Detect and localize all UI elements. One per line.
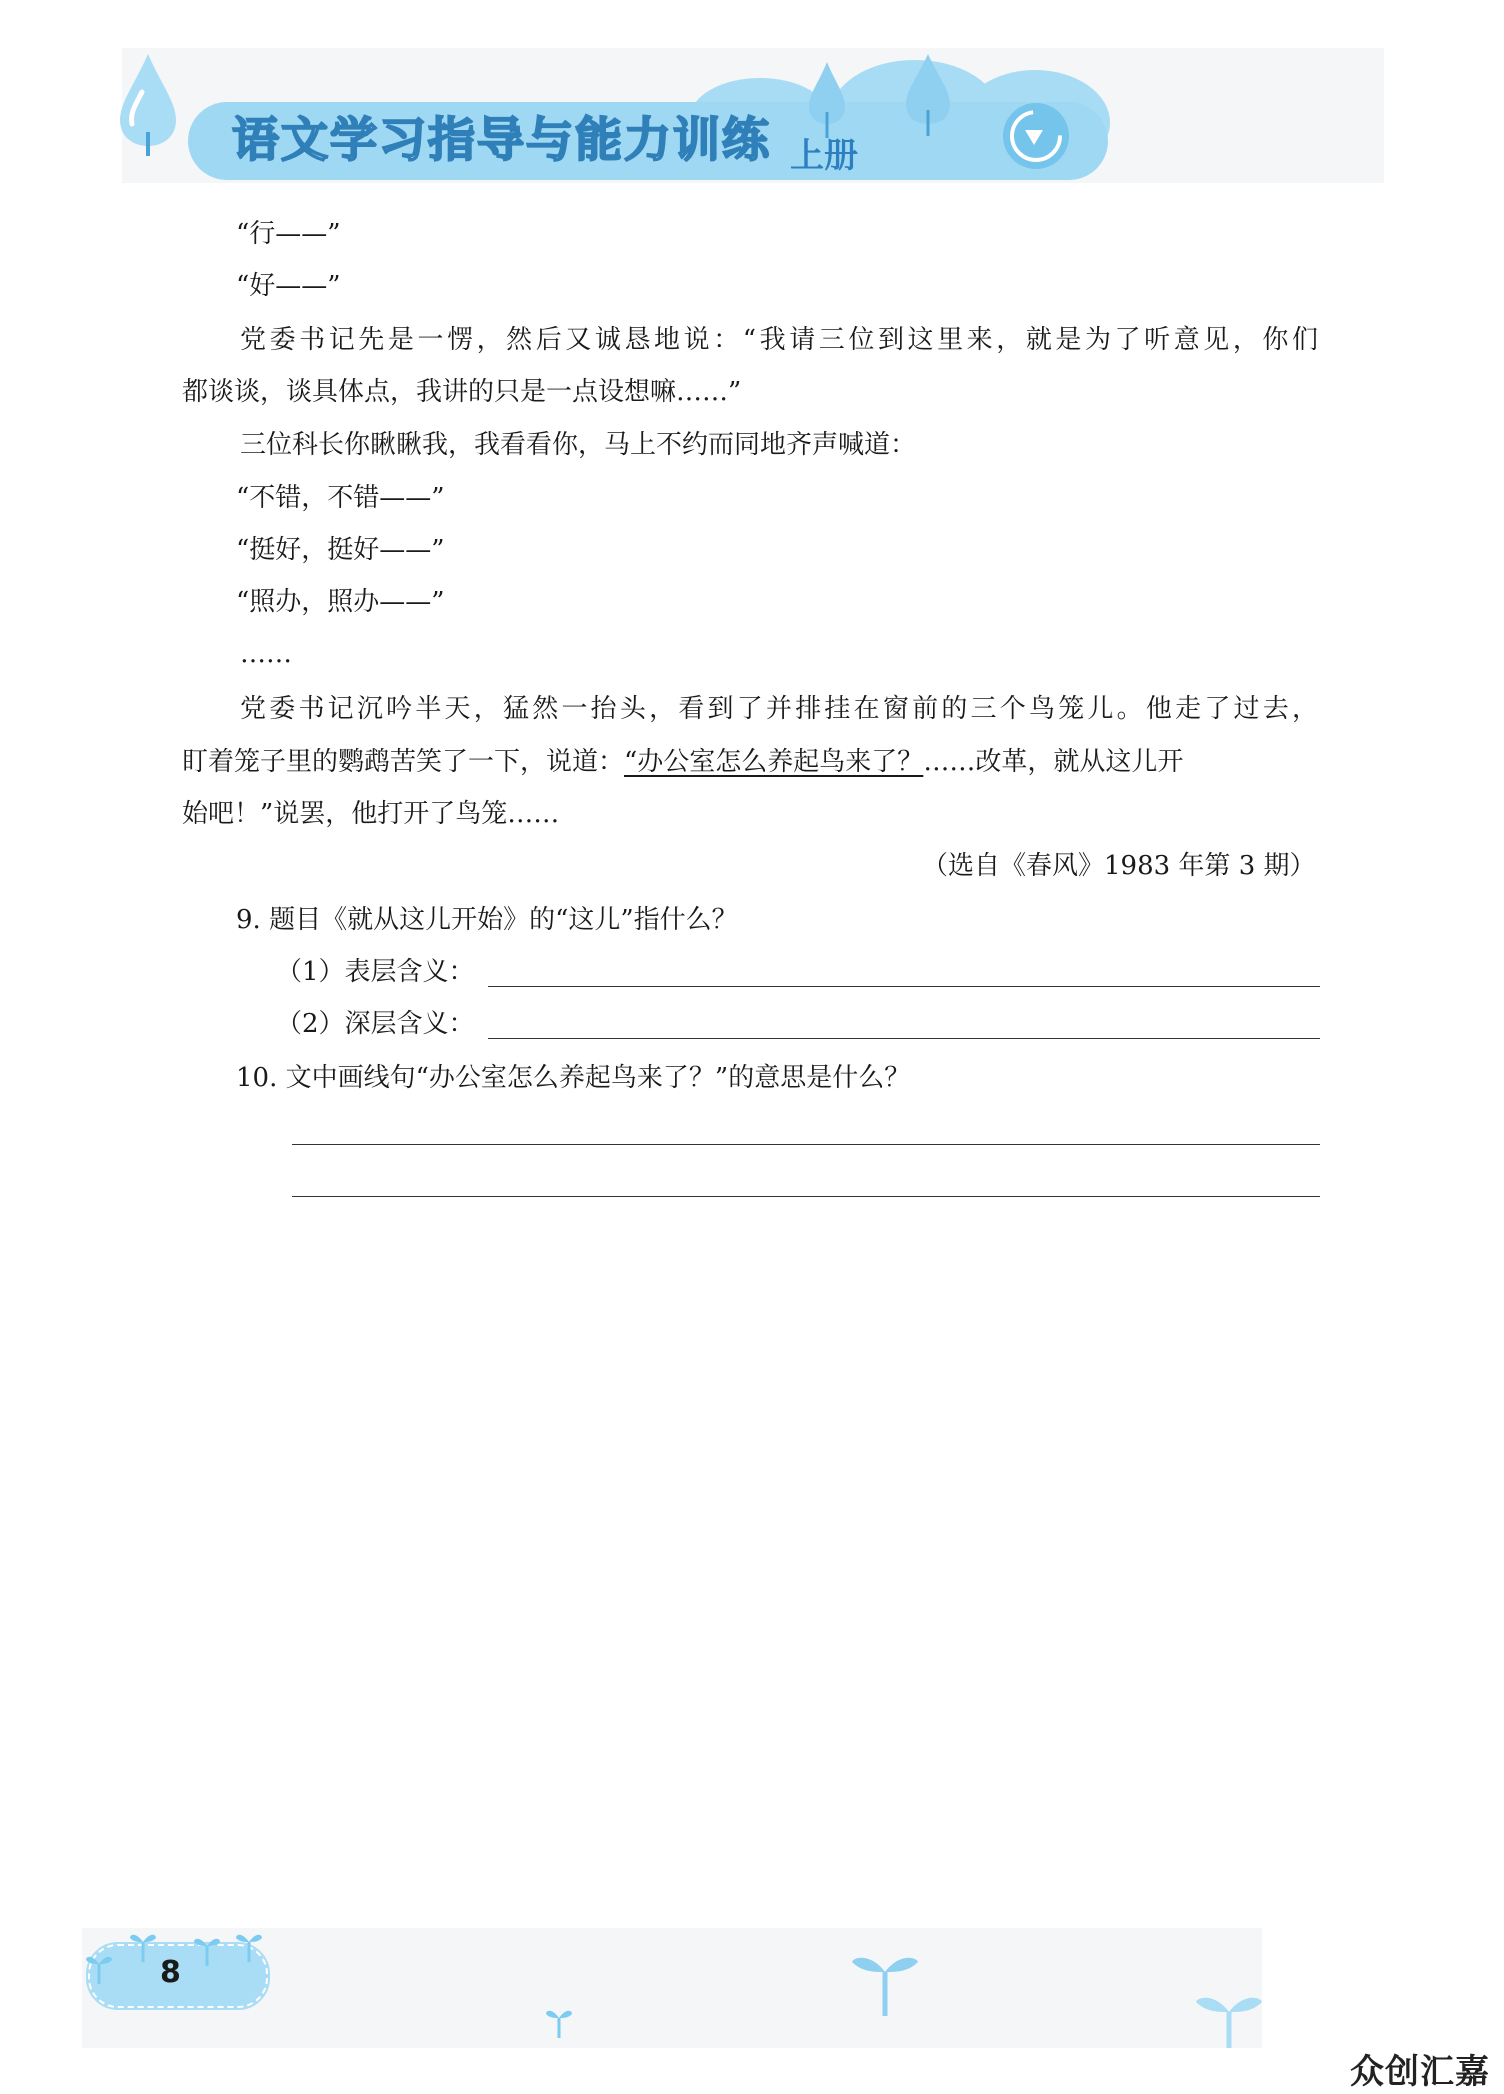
watermark: 众创汇嘉 <box>1350 2052 1490 2092</box>
sprout-icon <box>128 1928 158 1962</box>
story-line: 始吧！”说罢，他打开了鸟笼…… <box>182 799 560 829</box>
water-drop-icon <box>116 52 180 156</box>
sprout-icon <box>192 1932 222 1966</box>
question-9-part-2-label: （2）深层含义： <box>276 1009 475 1039</box>
story-line: 党委书记沉吟半天，猛然一抬头，看到了并排挂在窗前的三个鸟笼儿。他走了过去， <box>240 694 1318 724</box>
sprout-icon <box>544 2004 574 2038</box>
story-line: 三位科长你瞅瞅我，我看看你，马上不约而同地齐声喊道： <box>240 430 917 460</box>
answer-line[interactable] <box>488 986 1320 987</box>
answer-line[interactable] <box>292 1196 1320 1197</box>
sprout-icon <box>1194 1990 1264 2048</box>
sprout-icon <box>84 1950 114 1984</box>
story-line-start: 盯着笼子里的鹦鹉苦笑了一下，说道： <box>182 747 625 777</box>
story-line: 党委书记先是一愣，然后又诚恳地说：“我请三位到这里来，就是为了听意见，你们 <box>240 325 1318 355</box>
question-10: 10. 文中画线句“办公室怎么养起鸟来了？”的意思是什么？ <box>236 1063 911 1093</box>
sprout-icon <box>850 1950 920 2016</box>
answer-line[interactable] <box>488 1038 1320 1039</box>
question-9-part-1-label: （1）表层含义： <box>276 957 475 987</box>
story-line: “挺好，挺好——” <box>236 535 445 565</box>
page-title: 语文学习指导与能力训练 <box>232 113 771 168</box>
water-drop-icon <box>902 52 954 136</box>
story-line: 都谈谈，谈具体点，我讲的只是一点设想嘛……” <box>182 377 742 407</box>
story-line: “照办，照办——” <box>236 587 445 617</box>
story-line: …… <box>240 639 292 669</box>
volume-label: 上册 <box>790 136 858 176</box>
story-line: “行——” <box>236 219 341 249</box>
answer-line[interactable] <box>292 1144 1320 1145</box>
source-citation: （选自《春风》1983 年第 3 期） <box>922 851 1316 881</box>
water-drop-icon <box>805 60 849 138</box>
story-line: “好——” <box>236 271 341 301</box>
sprout-icon <box>234 1928 264 1962</box>
underlined-sentence: “办公室怎么养起鸟来了？ <box>624 747 924 777</box>
page-number: 8 <box>160 1955 181 1990</box>
story-line <box>182 742 1183 782</box>
question-9: 9. 题目《就从这儿开始》的“这儿”指什么？ <box>236 905 738 935</box>
story-line-end: ……改革，就从这儿开 <box>923 747 1184 777</box>
play-down-icon <box>1003 103 1069 169</box>
story-line: “不错，不错——” <box>236 483 445 513</box>
